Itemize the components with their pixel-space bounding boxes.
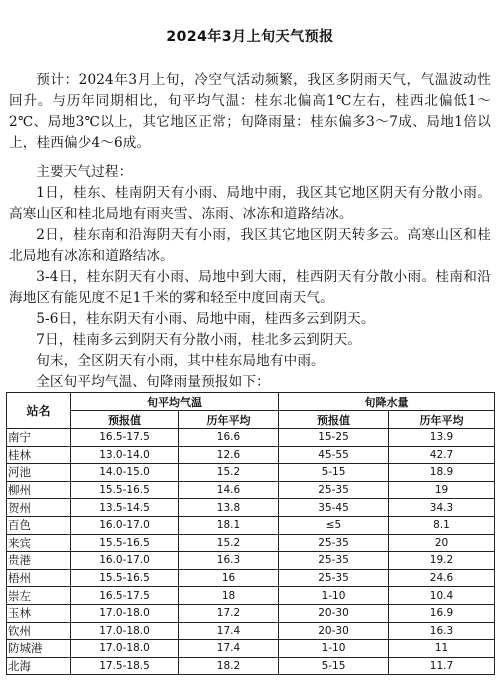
rain-forecast-cell: ≤5 xyxy=(279,516,389,534)
station-name: 贵港 xyxy=(7,552,71,570)
temp-forecast-cell: 17.0-18.0 xyxy=(71,622,179,640)
temp-normal-cell: 17.4 xyxy=(179,640,279,658)
station-name: 桂林 xyxy=(7,446,71,464)
temp-forecast-cell: 16.5-17.5 xyxy=(71,429,179,447)
table-row xyxy=(7,640,495,658)
forecast-summary: 预计：2024年3月上旬，冷空气活动频繁，我区多阴雨天气，气温波动性回升。与历年同期相比，旬平均气温：桂东北偏高1℃左右，桂西北偏低1～2℃、局地3℃以上，其它地区正常；旬降雨量：桂东偏多3～7成、局地1倍以上，桂西偏少4～6成。 xyxy=(9,72,491,151)
process-heading: 主要天气过程： xyxy=(36,164,133,180)
table-row xyxy=(7,657,495,675)
temp-normal-cell: 18.1 xyxy=(179,516,279,534)
table-row xyxy=(7,622,495,640)
table-row xyxy=(7,481,495,499)
rain-normal-cell: 16.9 xyxy=(389,604,495,622)
rain-forecast-cell: 15-25 xyxy=(279,429,389,447)
table-body xyxy=(7,429,495,675)
temp-normal-header: 历年平均 xyxy=(179,411,279,429)
temp-normal-cell: 18.2 xyxy=(179,657,279,675)
temp-forecast-cell: 16.0-17.0 xyxy=(71,552,179,570)
temp-normal-cell: 12.6 xyxy=(179,446,279,464)
rain-normal-cell: 19.2 xyxy=(389,552,495,570)
station-name: 钦州 xyxy=(7,622,71,640)
process-day-3-4: 3-4日，桂东阴天有小雨、局地中到大雨，桂西阴天有分散小雨。桂南和沿海地区有能见度不足1千米的雾和轻至中度回南天气。 xyxy=(9,269,491,306)
temp-normal-cell: 16.3 xyxy=(179,552,279,570)
rain-forecast-cell: 25-35 xyxy=(279,569,389,587)
table-row xyxy=(7,534,495,552)
temp-forecast-cell: 17.5-18.5 xyxy=(71,657,179,675)
station-name: 百色 xyxy=(7,516,71,534)
temp-forecast-cell: 15.5-16.5 xyxy=(71,569,179,587)
rain-normal-cell: 16.3 xyxy=(389,622,495,640)
temp-normal-cell: 17.4 xyxy=(179,622,279,640)
process-day-1: 1日，桂东、桂南阴天有小雨、局地中雨，我区其它地区阴天有分散小雨。高寒山区和桂北局地有雨夹雪、冻雨、冰冻和道路结冰。 xyxy=(9,185,491,222)
process-day-2: 2日，桂东南和沿海阴天有小雨，我区其它地区阴天转多云。高寒山区和桂北局地有冰冻和道路结冰。 xyxy=(9,227,491,264)
process-day-5-6: 5-6日，桂东阴天有小雨、局地中雨，桂西多云到阴天。 xyxy=(36,311,375,327)
table-row xyxy=(7,464,495,482)
rain-forecast-cell: 25-35 xyxy=(279,481,389,499)
temp-forecast-cell: 15.5-16.5 xyxy=(71,481,179,499)
rain-forecast-cell: 5-15 xyxy=(279,657,389,675)
rain-forecast-header: 预报值 xyxy=(279,411,389,429)
table-intro: 全区旬平均气温、旬降雨量预报如下： xyxy=(36,374,270,390)
rain-normal-cell: 42.7 xyxy=(389,446,495,464)
temp-forecast-cell: 17.0-18.0 xyxy=(71,640,179,658)
station-name: 防城港 xyxy=(7,640,71,658)
rain-normal-cell: 10.4 xyxy=(389,587,495,605)
rain-normal-cell: 24.6 xyxy=(389,569,495,587)
forecast-text xyxy=(9,70,491,393)
rain-normal-cell: 20 xyxy=(389,534,495,552)
rain-forecast-cell: 20-30 xyxy=(279,622,389,640)
rain-normal-cell: 18.9 xyxy=(389,464,495,482)
temp-forecast-cell: 14.0-15.0 xyxy=(71,464,179,482)
temp-normal-cell: 16 xyxy=(179,569,279,587)
table-row xyxy=(7,587,495,605)
document-title: 2024年3月上旬天气预报 xyxy=(166,29,334,45)
rain-forecast-cell: 25-35 xyxy=(279,552,389,570)
station-name: 来宾 xyxy=(7,534,71,552)
rain-normal-header: 历年平均 xyxy=(389,411,495,429)
rain-normal-cell: 34.3 xyxy=(389,499,495,517)
rain-forecast-cell: 5-15 xyxy=(279,464,389,482)
temp-normal-cell: 15.2 xyxy=(179,534,279,552)
rain-group-header: 旬降水量 xyxy=(279,393,495,411)
forecast-table-container xyxy=(6,392,494,675)
rain-forecast-cell: 25-35 xyxy=(279,534,389,552)
table-row xyxy=(7,569,495,587)
temp-normal-cell: 18 xyxy=(179,587,279,605)
table-row xyxy=(7,552,495,570)
rain-normal-cell: 13.9 xyxy=(389,429,495,447)
table-row xyxy=(7,499,495,517)
station-name: 梧州 xyxy=(7,569,71,587)
station-name: 贺州 xyxy=(7,499,71,517)
station-name: 玉林 xyxy=(7,604,71,622)
process-end: 旬末，全区阴天有小雨，其中桂东局地有中雨。 xyxy=(36,353,325,369)
table-row xyxy=(7,604,495,622)
temp-forecast-header: 预报值 xyxy=(71,411,179,429)
rain-normal-cell: 19 xyxy=(389,481,495,499)
temp-normal-cell: 15.2 xyxy=(179,464,279,482)
table-row xyxy=(7,446,495,464)
temp-normal-cell: 13.8 xyxy=(179,499,279,517)
rain-normal-cell: 11.7 xyxy=(389,657,495,675)
station-name: 北海 xyxy=(7,657,71,675)
rain-normal-cell: 8.1 xyxy=(389,516,495,534)
rain-forecast-cell: 45-55 xyxy=(279,446,389,464)
station-name: 柳州 xyxy=(7,481,71,499)
temp-forecast-cell: 13.5-14.5 xyxy=(71,499,179,517)
forecast-table xyxy=(6,392,495,675)
table-row xyxy=(7,429,495,447)
temp-normal-cell: 16.6 xyxy=(179,429,279,447)
temp-normal-cell: 14.6 xyxy=(179,481,279,499)
temp-forecast-cell: 16.5-17.5 xyxy=(71,587,179,605)
station-header: 站名 xyxy=(7,393,71,429)
table-row xyxy=(7,516,495,534)
temp-group-header: 旬平均气温 xyxy=(71,393,279,411)
rain-normal-cell: 11 xyxy=(389,640,495,658)
rain-forecast-cell: 20-30 xyxy=(279,604,389,622)
temp-normal-cell: 17.2 xyxy=(179,604,279,622)
rain-forecast-cell: 1-10 xyxy=(279,587,389,605)
temp-forecast-cell: 17.0-18.0 xyxy=(71,604,179,622)
station-name: 崇左 xyxy=(7,587,71,605)
temp-forecast-cell: 15.5-16.5 xyxy=(71,534,179,552)
temp-forecast-cell: 13.0-14.0 xyxy=(71,446,179,464)
rain-forecast-cell: 1-10 xyxy=(279,640,389,658)
station-name: 河池 xyxy=(7,464,71,482)
station-name: 南宁 xyxy=(7,429,71,447)
temp-forecast-cell: 16.0-17.0 xyxy=(71,516,179,534)
rain-forecast-cell: 35-45 xyxy=(279,499,389,517)
process-day-7: 7日，桂南多云到阴天有分散小雨，桂北多云到阴天。 xyxy=(36,332,362,348)
